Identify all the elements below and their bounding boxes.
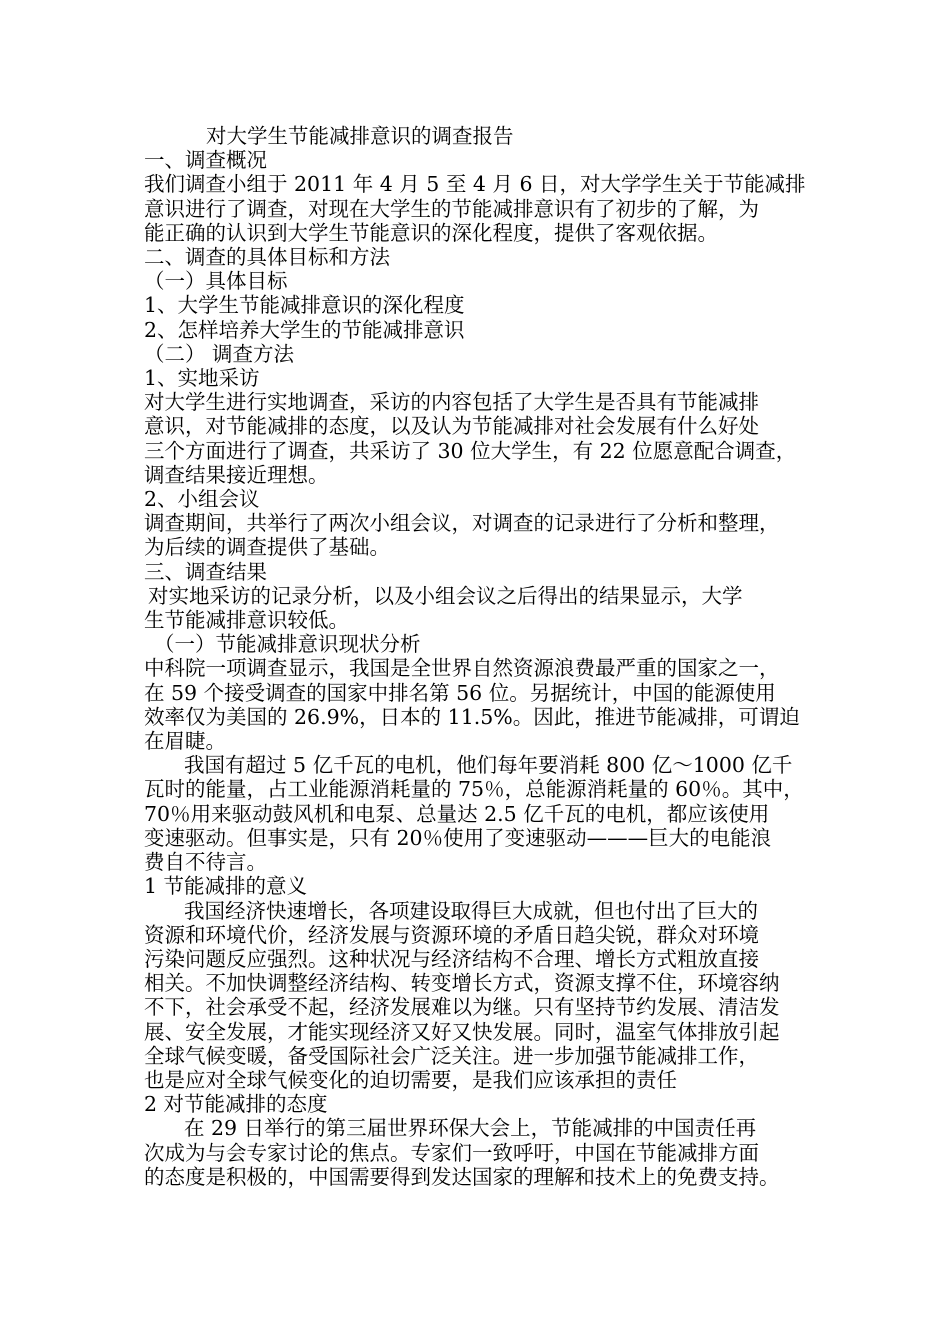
paragraph-line: 意识进行了调查，对现在大学生的节能减排意识有了初步的了解，为 bbox=[144, 196, 759, 221]
paragraph-line: 展、安全发展，才能实现经济又好又快发展。同时，温室气体排放引起 bbox=[144, 1019, 780, 1044]
paragraph-line: 我国有超过 5 亿千瓦的电机，他们每年要消耗 800 亿～1000 亿千 bbox=[184, 753, 793, 778]
paragraph-line: 我国经济快速增长，各项建设取得巨大成就，但也付出了巨大的 bbox=[184, 898, 758, 923]
paragraph-line: 在 59 个接受调查的国家中排名第 56 位。另据统计，中国的能源使用 bbox=[144, 680, 776, 705]
list-item: 1、实地采访 bbox=[144, 366, 260, 391]
paragraph-line: 调查结果接近理想。 bbox=[144, 462, 329, 487]
subheading-status-analysis: （一）节能减排意识现状分析 bbox=[154, 632, 421, 657]
paragraph-line: 在 29 日举行的第三届世界环保大会上，节能减排的中国责任再 bbox=[184, 1116, 757, 1141]
paragraph-line: 全球气候变暖，备受国际社会广泛关注。进一步加强节能减排工作， bbox=[144, 1043, 759, 1068]
heading-survey-results: 三、调查结果 bbox=[144, 559, 267, 584]
subheading-significance: 1 节能减排的意义 bbox=[144, 874, 308, 899]
paragraph-line: 能正确的认识到大学生节能意识的深化程度，提供了客观依据。 bbox=[144, 220, 718, 245]
list-item: 2、小组会议 bbox=[144, 487, 260, 512]
paragraph-line: 费自不待言。 bbox=[144, 850, 267, 875]
heading-survey-overview: 一、调查概况 bbox=[144, 148, 267, 173]
list-item: 1、大学生节能减排意识的深化程度 bbox=[144, 293, 465, 318]
list-item: 2、怎样培养大学生的节能减排意识 bbox=[144, 317, 465, 342]
paragraph-line: 三个方面进行了调查，共采访了 30 位大学生，有 22 位愿意配合调查， bbox=[144, 438, 797, 463]
paragraph-line: 对实地采访的记录分析，以及小组会议之后得出的结果显示，大学 bbox=[148, 583, 743, 608]
document-title: 对大学生节能减排意识的调查报告 bbox=[206, 124, 514, 148]
document-body bbox=[144, 124, 820, 1189]
paragraph-line: 相关。不加快调整经济结构、转变增长方式，资源支撑不住，环境容纳 bbox=[144, 971, 780, 996]
paragraph-line: 我们调查小组于 2011 年 4 月 5 至 4 月 6 日，对大学学生关于节能减排 bbox=[144, 172, 806, 197]
heading-goals-methods: 二、调查的具体目标和方法 bbox=[144, 245, 390, 270]
paragraph-line: 不下，社会承受不起，经济发展难以为继。只有坚持节约发展、清洁发 bbox=[144, 995, 780, 1020]
paragraph-line: 污染问题反应强烈。这种状况与经济结构不合理、增长方式粗放直接 bbox=[144, 946, 759, 971]
paragraph-line: 中科院一项调查显示，我国是全世界自然资源浪费最严重的国家之一， bbox=[144, 656, 780, 681]
subheading-specific-goals: （一）具体目标 bbox=[144, 269, 288, 294]
subheading-attitude: 2 对节能减排的态度 bbox=[144, 1092, 328, 1117]
paragraph-line: 意识，对节能减排的态度，以及认为节能减排对社会发展有什么好处 bbox=[144, 414, 759, 439]
subheading-survey-methods: （二） 调查方法 bbox=[144, 341, 295, 366]
paragraph-line: 在眉睫。 bbox=[144, 729, 226, 754]
paragraph-line: 效率仅为美国的 26.9%，日本的 11.5%。因此，推进节能减排，可谓迫 bbox=[144, 704, 800, 729]
paragraph-line: 调查期间，共举行了两次小组会议，对调查的记录进行了分析和整理， bbox=[144, 511, 780, 536]
paragraph-line: 瓦时的能量，占工业能源消耗量的 75％，总能源消耗量的 60％。其中， bbox=[144, 777, 804, 802]
paragraph-line: 为后续的调查提供了基础。 bbox=[144, 535, 390, 560]
paragraph-line: 生节能减排意识较低。 bbox=[144, 608, 349, 633]
paragraph-line: 次成为与会专家讨论的焦点。专家们一致呼吁，中国在节能减排方面 bbox=[144, 1140, 759, 1165]
paragraph-line: 70％用来驱动鼓风机和电泵、总量达 2.5 亿千瓦的电机，都应该使用 bbox=[144, 801, 770, 826]
paragraph-line: 的态度是积极的，中国需要得到发达国家的理解和技术上的免费支持。 bbox=[144, 1164, 780, 1189]
paragraph-line: 资源和环境代价，经济发展与资源环境的矛盾日趋尖锐，群众对环境 bbox=[144, 922, 759, 947]
paragraph-line: 也是应对全球气候变化的迫切需要，是我们应该承担的责任 bbox=[144, 1067, 677, 1092]
paragraph-line: 变速驱动。但事实是，只有 20％使用了变速驱动———巨大的电能浪 bbox=[144, 825, 772, 850]
paragraph-line: 对大学生进行实地调查，采访的内容包括了大学生是否具有节能减排 bbox=[144, 390, 759, 415]
